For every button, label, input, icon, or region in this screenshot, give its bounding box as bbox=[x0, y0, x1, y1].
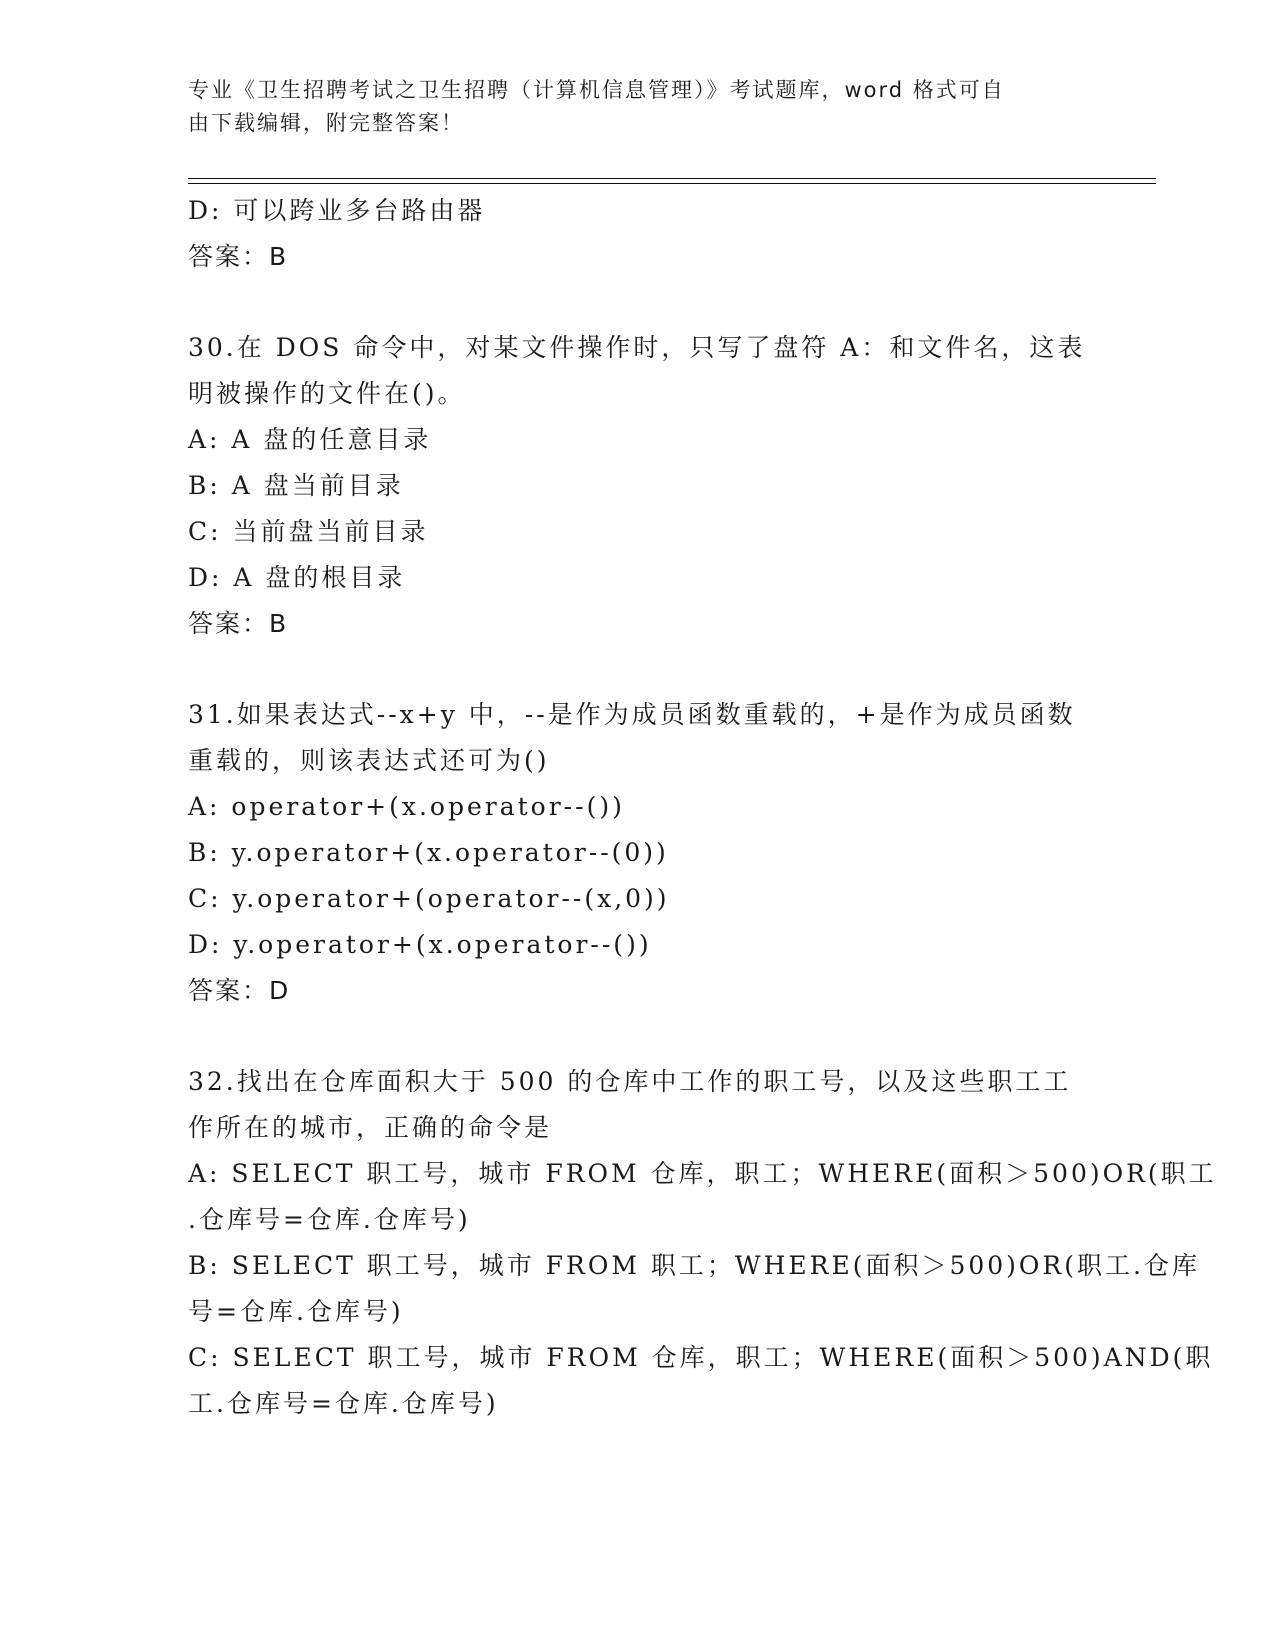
option-a-line-1: A: SELECT 职工号，城市 FROM 仓库，职工；WHERE(面积＞500)OR(职工 bbox=[188, 1159, 1217, 1188]
option-c: C: 当前盘当前目录 bbox=[188, 517, 429, 546]
question-stem-line-2: 明被操作的文件在()。 bbox=[188, 379, 466, 408]
spacer bbox=[188, 280, 1088, 325]
spacer bbox=[188, 647, 1088, 692]
option-d: D: 可以跨业多台路由器 bbox=[188, 196, 486, 225]
question-30 bbox=[188, 325, 1088, 647]
option-b-line-1: B: SELECT 职工号，城市 FROM 职工；WHERE(面积＞500)OR(职工.仓库 bbox=[188, 1251, 1200, 1280]
header-text-line-2: 由下载编辑，附完整答案！ bbox=[188, 111, 464, 135]
option-a: A: A 盘的任意目录 bbox=[188, 425, 432, 454]
option-b: B: A 盘当前目录 bbox=[188, 471, 404, 500]
document-body bbox=[188, 188, 1217, 1427]
answer-line: 答案：D bbox=[188, 976, 291, 1005]
option-a-line-2: .仓库号=仓库.仓库号) bbox=[188, 1205, 471, 1234]
question-stem-line-2: 重载的，则该表达式还可为() bbox=[188, 746, 550, 775]
question-stem-line-1: 31.如果表达式--x+y 中，--是作为成员函数重载的，+是作为成员函数 bbox=[188, 700, 1076, 729]
option-c: C: y.operator+(operator--(x,0)) bbox=[188, 884, 670, 913]
option-d: D: A 盘的根目录 bbox=[188, 563, 406, 592]
answer-line: 答案：B bbox=[188, 609, 289, 638]
spacer bbox=[188, 1014, 1088, 1059]
question-32 bbox=[188, 1059, 1217, 1427]
question-stem-line-2: 作所在的城市，正确的命令是 bbox=[188, 1113, 553, 1142]
option-a: A: operator+(x.operator--()) bbox=[188, 792, 625, 821]
question-stem-line-1: 32.找出在仓库面积大于 500 的仓库中工作的职工号，以及这些职工工 bbox=[188, 1067, 1072, 1096]
header-divider-bottom bbox=[188, 183, 1156, 184]
document-header bbox=[188, 74, 1068, 140]
header-divider-top bbox=[188, 178, 1156, 179]
option-c-line-2: 工.仓库号=仓库.仓库号) bbox=[188, 1389, 499, 1418]
option-b-line-2: 号=仓库.仓库号) bbox=[188, 1297, 404, 1326]
option-d: D: y.operator+(x.operator--()) bbox=[188, 930, 652, 959]
option-b: B: y.operator+(x.operator--(0)) bbox=[188, 838, 669, 867]
answer-line: 答案：B bbox=[188, 242, 289, 271]
option-c-line-1: C: SELECT 职工号，城市 FROM 仓库，职工；WHERE(面积＞500)AND(职 bbox=[188, 1343, 1214, 1372]
header-text-line-1: 专业《卫生招聘考试之卫生招聘（计算机信息管理）》考试题库，word 格式可自 bbox=[188, 78, 1005, 102]
question-31 bbox=[188, 692, 1088, 1014]
previous-question-tail bbox=[188, 188, 1088, 280]
question-stem-line-1: 30.在 DOS 命令中，对某文件操作时，只写了盘符 A：和文件名，这表 bbox=[188, 333, 1086, 362]
